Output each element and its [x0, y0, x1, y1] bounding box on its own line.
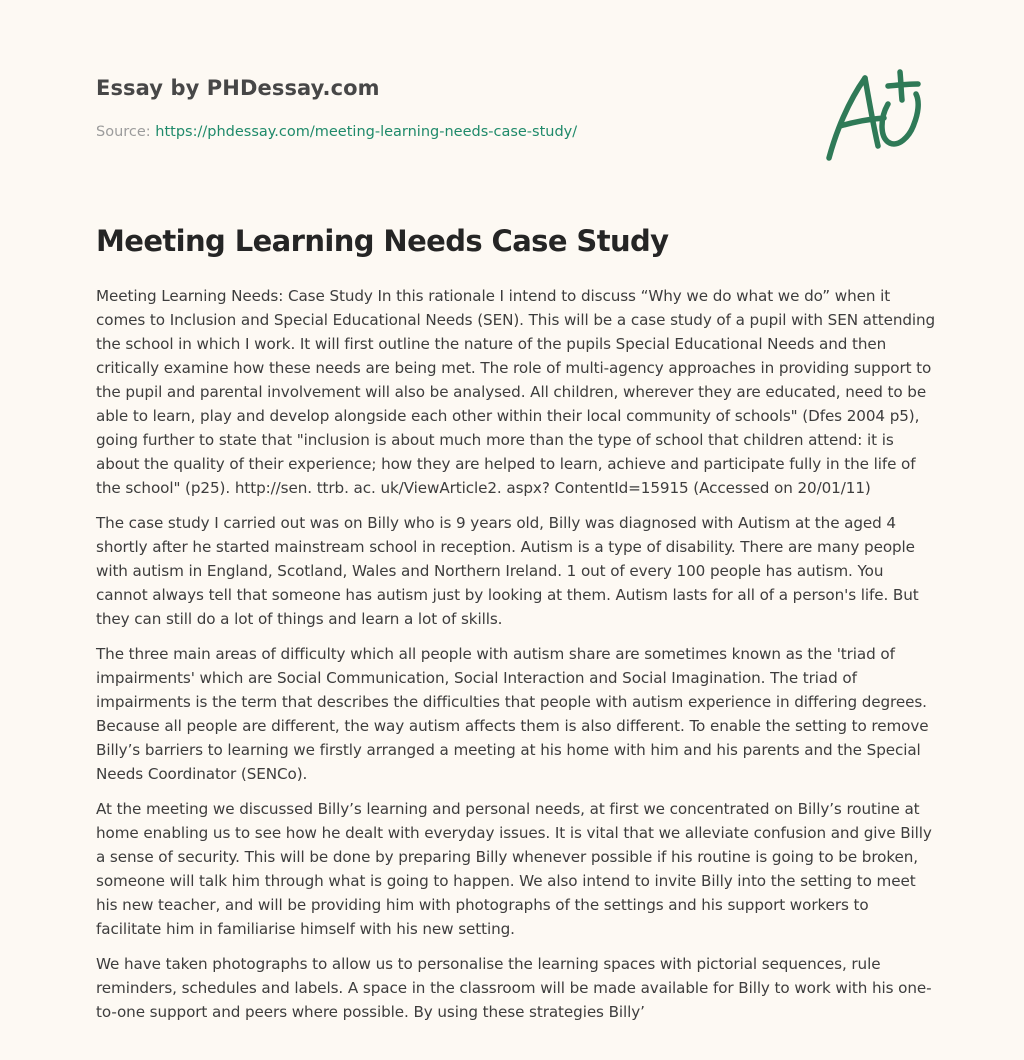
source-link[interactable]: https://phdessay.com/meeting-learning-needs-case-study/: [155, 124, 578, 140]
a-plus-grade-icon: [818, 66, 930, 166]
essay-paragraph: We have taken photographs to allow us to personalise the learning spaces with pictorial sequences, rule reminders, schedules and labels. A space in the classroom will be made available for Billy to work with his one-to-one support and peers where possible. By using these strategies Billy’: [96, 955, 932, 1021]
essay-paragraph: Meeting Learning Needs: Case Study In this rationale I intend to discuss “Why we do what we do” when it comes to Inclusion and Special Educational Needs (SEN). This will be a case study of a pupil with SEN attending the school in which I work. It will first outline the nature of the pupils Special Educational Needs and then critically examine how these needs are being met. The role of multi-agency approaches in providing support to the pupil and parental involvement will also be analysed. All children, wherever they are educated, need to be able to learn, play and develop alongside each other within their local community of schools" (Dfes 2004 p5), going further to state that "inclusion is about much more than the type of school that children attend: it is about the quality of their experience; how they are helped to learn, achieve and participate fully in the life of the school" (p25). http://sen. ttrb. ac. uk/ViewArticle2. aspx? ContentId=15915 (Accessed on 20/01/11): [96, 287, 936, 497]
essay-paragraph: At the meeting we discussed Billy’s learning and personal needs, at first we concentrated on Billy’s routine at home enabling us to see how he dealt with everyday issues. It is vital that we alleviate confusion and give Billy a sense of security. This will be done by preparing Billy whenever possible if his routine is going to be broken, someone will talk him through what is going to happen. We also intend to invite Billy into the setting to meet his new teacher, and will be providing him with photographs of the settings and his support workers to facilitate him in familiarise himself with his new setting.: [96, 800, 932, 938]
site-brand: Essay by PHDessay.com: [96, 76, 380, 100]
essay-title: Meeting Learning Needs Case Study: [96, 224, 669, 258]
essay-body: [96, 284, 936, 1035]
source-label: Source:: [96, 124, 156, 140]
source-line: [96, 124, 577, 140]
essay-paragraph: The case study I carried out was on Billy who is 9 years old, Billy was diagnosed with Autism at the aged 4 shortly after he started mainstream school in reception. Autism is a type of disability. There are many people with autism in England, Scotland, Wales and Northern Ireland. 1 out of every 100 people has autism. You cannot always tell that someone has autism just by looking at them. Autism lasts for all of a person's life. But they can still do a lot of things and learn a lot of skills.: [96, 514, 919, 628]
essay-paragraph: The three main areas of difficulty which all people with autism share are sometimes known as the 'triad of impairments' which are Social Communication, Social Interaction and Social Imagination. The triad of impairments is the term that describes the difficulties that people with autism experience in differing degrees. Because all people are different, the way autism affects them is also different. To enable the setting to remove Billy’s barriers to learning we firstly arranged a meeting at his home with him and his parents and the Special Needs Coordinator (SENCo).: [96, 645, 929, 783]
